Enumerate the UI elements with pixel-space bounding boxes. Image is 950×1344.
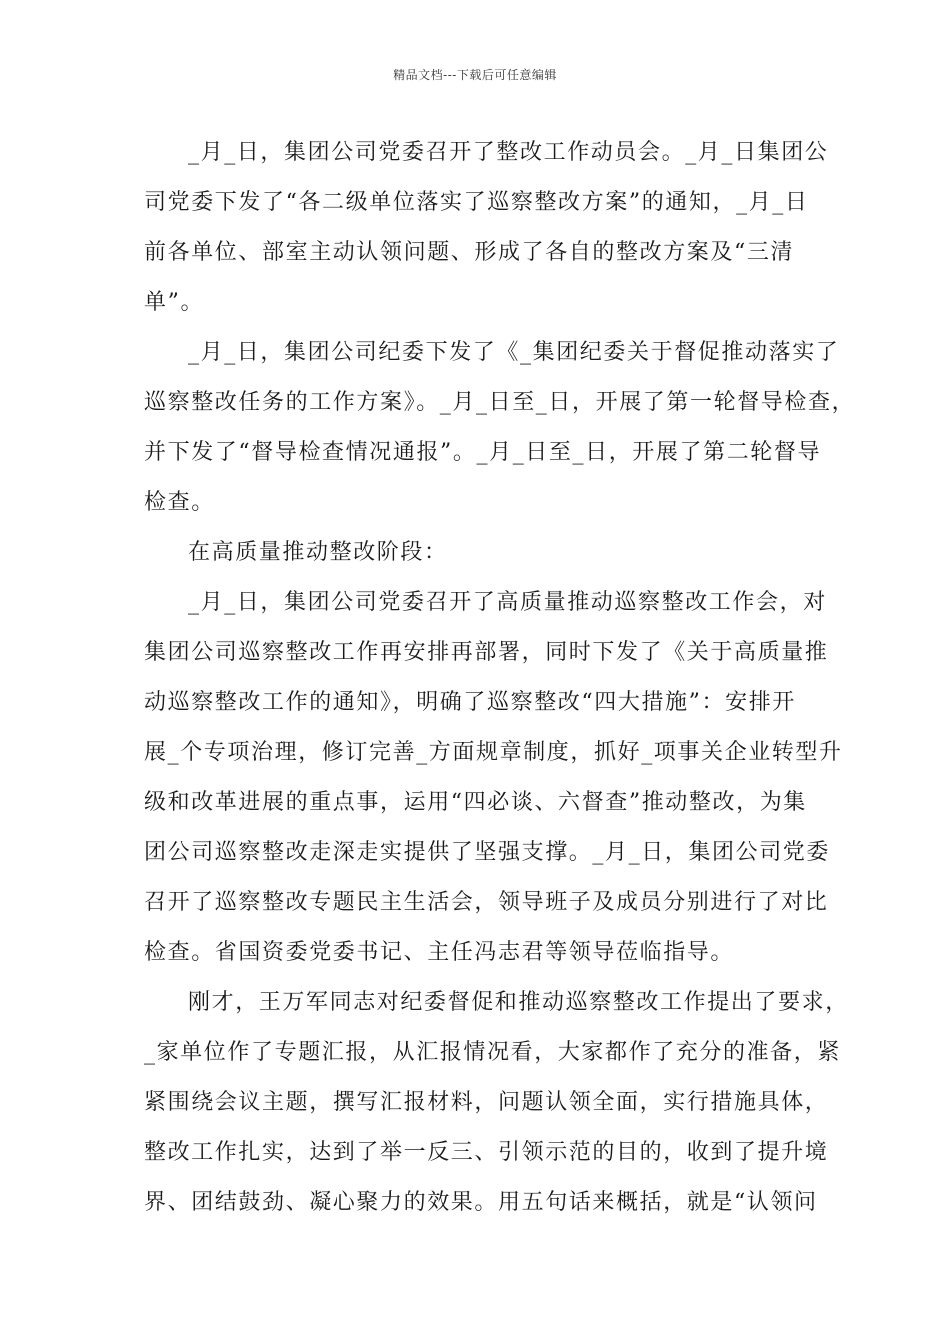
paragraph-line: 单”。 [144, 290, 205, 315]
paragraph-line: 刚才，王万军同志对纪委督促和推动巡察整改工作提出了要求， [188, 990, 849, 1015]
paragraph-line: 检查。 [144, 490, 215, 515]
paragraph-line: 前各单位、部室主动认领问题、形成了各自的整改方案及“三清 [144, 240, 795, 265]
paragraph-line: 整改工作扎实，达到了举一反三、引领示范的目的，收到了提升境 [144, 1140, 829, 1165]
paragraph-line: _月_日，集团公司纪委下发了《_集团纪委关于督促推动落实了 [188, 340, 840, 365]
paragraph-line: _家单位作了专题汇报，从汇报情况看，大家都作了充分的准备，紧 [144, 1040, 842, 1065]
paragraph-line: 司党委下发了“各二级单位落实了巡察整改方案”的通知，_月_日 [144, 190, 809, 215]
page-header: 精品文档---下载后可任意编辑 [393, 68, 557, 82]
paragraph-line: 并下发了“督导检查情况通报”。_月_日至_日，开展了第二轮督导 [144, 440, 822, 465]
paragraph-line: 集团公司巡察整改工作再安排再部署，同时下发了《关于高质量推 [144, 640, 829, 665]
paragraph-line: 级和改革进展的重点事，运用“四必谈、六督查”推动整改，为集 [144, 790, 807, 815]
paragraph-line: _月_日，集团公司党委召开了高质量推动巡察整改工作会，对 [188, 590, 827, 615]
paragraph-line: 紧围绕会议主题，撰写汇报材料，问题认领全面，实行措施具体， [144, 1090, 829, 1115]
paragraph-line: 巡察整改任务的工作方案》。_月_日至_日，开展了第一轮督导检查， [144, 390, 856, 415]
document-body [144, 128, 856, 1228]
paragraph-line: 界、团结鼓劲、凝心聚力的效果。用五句话来概括，就是“认领问 [144, 1190, 818, 1215]
paragraph-line: _月_日，集团公司党委召开了整改工作动员会。_月_日集团公 [188, 140, 829, 165]
paragraph-line: 召开了巡察整改专题民主生活会，领导班子及成员分别进行了对比 [144, 890, 829, 915]
paragraph-line: 检查。省国资委党委书记、主任冯志君等领导莅临指导。 [144, 940, 735, 965]
paragraph-line: 动巡察整改工作的通知》，明确了巡察整改“四大措施”：安排开 [144, 690, 796, 715]
section-heading-line: 在高质量推动整改阶段： [188, 540, 448, 565]
paragraph-line: 展_个专项治理，修订完善_方面规章制度，抓好_项事关企业转型升 [144, 740, 843, 765]
paragraph-line: 团公司巡察整改走深走实提供了坚强支撑。_月_日，集团公司党委 [144, 840, 831, 865]
